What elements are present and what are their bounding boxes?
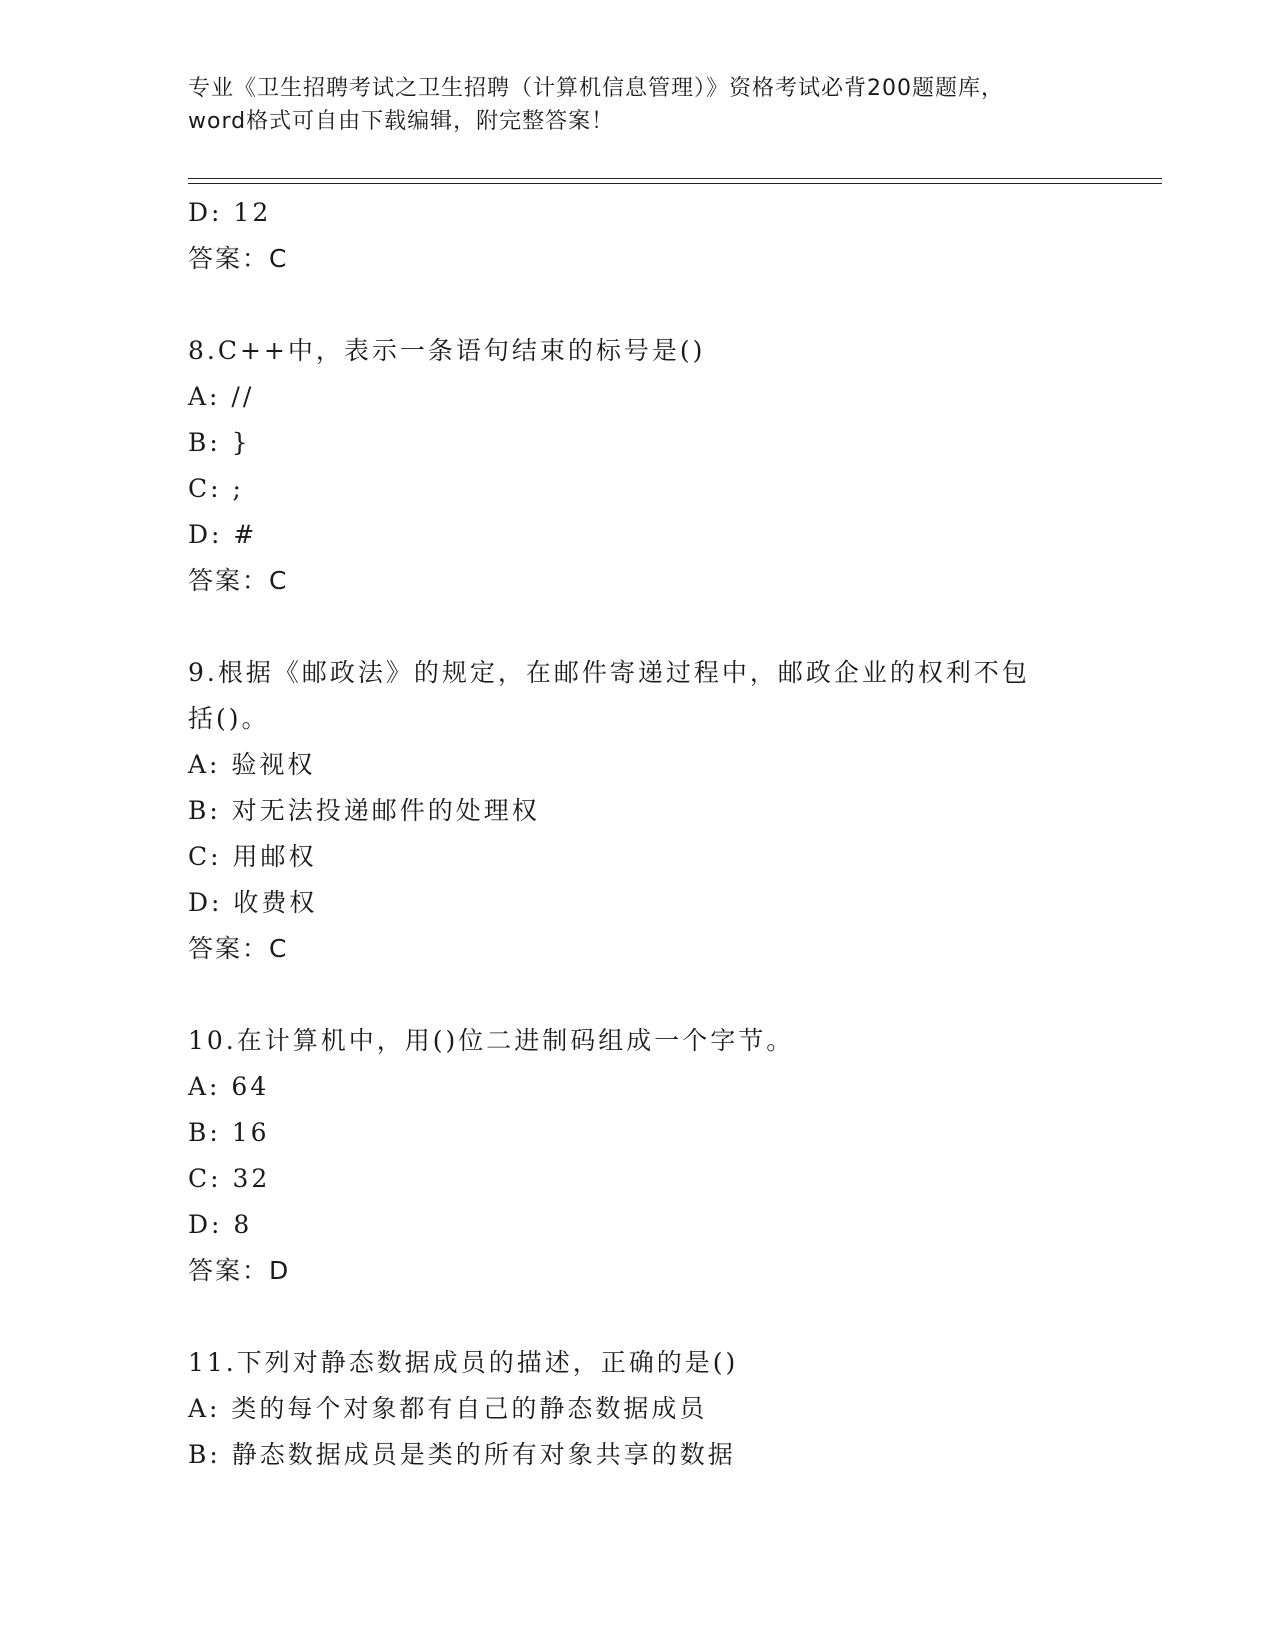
q10-option-d: D: 8 (188, 1210, 253, 1239)
q9-option-c: C: 用邮权 (188, 842, 317, 871)
q10-question: 10.在计算机中，用()位二进制码组成一个字节。 (188, 1026, 795, 1055)
q8-option-b: B: } (188, 428, 251, 457)
q8-option-d: D: # (188, 520, 258, 549)
q10-option-c: C: 32 (188, 1164, 271, 1193)
spacer (188, 282, 1088, 328)
spacer (188, 972, 1088, 1018)
q8-option-c: C: ; (188, 474, 244, 503)
spacer (188, 604, 1088, 650)
document-header (188, 72, 1088, 138)
q11-question: 11.下列对静态数据成员的描述，正确的是() (188, 1348, 739, 1377)
header-line-1: 专业《卫生招聘考试之卫生招聘（计算机信息管理）》资格考试必背200题题库， (188, 76, 1004, 101)
document-body (188, 190, 1088, 1478)
header-line-2: word格式可自由下载编辑，附完整答案！ (188, 109, 615, 134)
q8-option-a: A: // (188, 382, 255, 411)
q9-option-b: B: 对无法投递邮件的处理权 (188, 796, 540, 825)
q10-option-a: A: 64 (188, 1072, 270, 1101)
q9-answer: 答案：C (188, 934, 289, 963)
q9-question-line-2: 括()。 (188, 704, 270, 733)
q11-option-b: B: 静态数据成员是类的所有对象共享的数据 (188, 1440, 736, 1469)
q11-option-a: A: 类的每个对象都有自己的静态数据成员 (188, 1394, 708, 1423)
spacer (188, 1294, 1088, 1340)
q8-question: 8.C++中，表示一条语句结束的标号是() (188, 336, 706, 365)
header-divider-top (188, 178, 1162, 179)
header-divider-bottom (188, 183, 1162, 184)
q7-answer: 答案：C (188, 244, 289, 273)
q9-option-d: D: 收费权 (188, 888, 318, 917)
q9-question-line-1: 9.根据《邮政法》的规定，在邮件寄递过程中，邮政企业的权利不包 (188, 658, 1030, 687)
q9-option-a: A: 验视权 (188, 750, 316, 779)
q7-option-d: D: 12 (188, 198, 272, 227)
q8-answer: 答案：C (188, 566, 289, 595)
q10-answer: 答案：D (188, 1256, 291, 1285)
q10-option-b: B: 16 (188, 1118, 270, 1147)
